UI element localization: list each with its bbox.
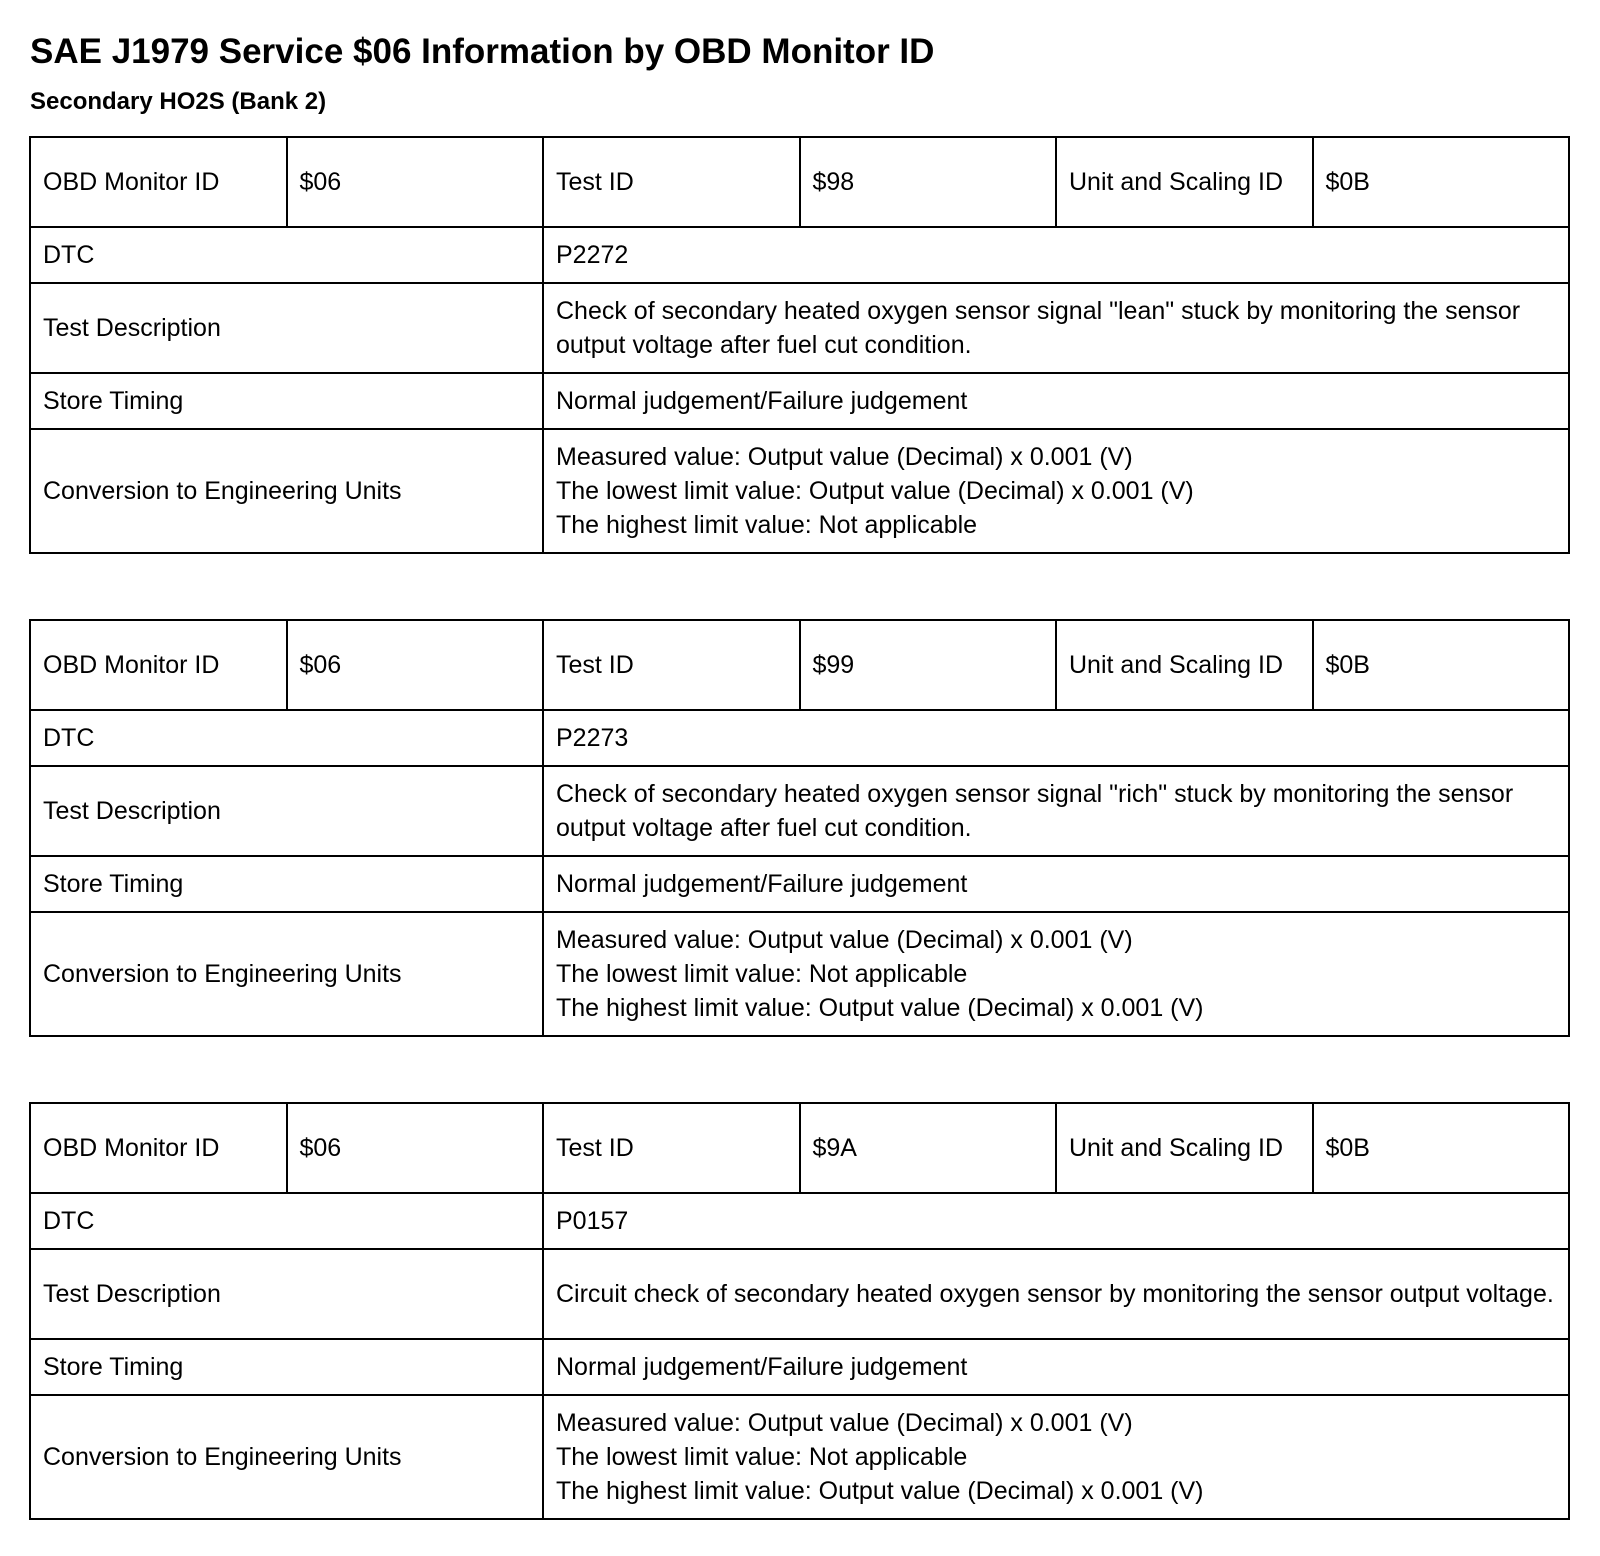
test-description-row [30, 283, 1569, 373]
test-description-value: Circuit check of secondary heated oxygen sensor by monitoring the sensor output voltage. [543, 1249, 1569, 1339]
dtc-row [30, 1193, 1569, 1249]
store-timing-label: Store Timing [30, 373, 543, 429]
store-timing-value: Normal judgement/Failure judgement [543, 1339, 1569, 1395]
obd-monitor-id-value: $06 [287, 1103, 544, 1193]
test-description-label: Test Description [30, 283, 543, 373]
conversion-lowest-line: The lowest limit value: Not applicable [556, 960, 968, 988]
test-description-row [30, 766, 1569, 856]
dtc-label: DTC [30, 710, 543, 766]
store-timing-value: Normal judgement/Failure judgement [543, 373, 1569, 429]
unit-scaling-id-label: Unit and Scaling ID [1056, 1103, 1313, 1193]
conversion-measured-line: Measured value: Output value (Decimal) x 0.001 (V) [556, 443, 1133, 471]
dtc-value: P2272 [543, 227, 1569, 283]
test-id-value: $9A [800, 1103, 1057, 1193]
unit-scaling-id-label: Unit and Scaling ID [1056, 620, 1313, 710]
dtc-label: DTC [30, 227, 543, 283]
unit-scaling-id-value: $0B [1313, 137, 1570, 227]
test-id-value: $99 [800, 620, 1057, 710]
dtc-value: P2273 [543, 710, 1569, 766]
obd-monitor-id-label: OBD Monitor ID [30, 137, 287, 227]
store-timing-row [30, 373, 1569, 429]
conversion-lowest-line: The lowest limit value: Output value (Decimal) x 0.001 (V) [556, 477, 1194, 505]
dtc-row [30, 227, 1569, 283]
dtc-row [30, 710, 1569, 766]
store-timing-label: Store Timing [30, 1339, 543, 1395]
document-subtitle: Secondary HO2S (Bank 2) [30, 88, 327, 115]
conversion-row [30, 429, 1569, 553]
test-description-value: Check of secondary heated oxygen sensor signal "rich" stuck by monitoring the sensor output voltage after fuel cut condition. [543, 766, 1569, 856]
table-header-row [30, 137, 1569, 227]
conversion-row [30, 912, 1569, 1036]
obd-monitor-id-value: $06 [287, 137, 544, 227]
conversion-label: Conversion to Engineering Units [30, 912, 543, 1036]
test-description-label: Test Description [30, 766, 543, 856]
obd-monitor-id-label: OBD Monitor ID [30, 1103, 287, 1193]
conversion-lowest-line: The lowest limit value: Not applicable [556, 1443, 968, 1471]
conversion-row [30, 1395, 1569, 1519]
conversion-value [543, 912, 1569, 1036]
unit-scaling-id-value: $0B [1313, 1103, 1570, 1193]
table-header-row [30, 1103, 1569, 1193]
service06-table-3 [29, 1102, 1570, 1520]
unit-scaling-id-label: Unit and Scaling ID [1056, 137, 1313, 227]
dtc-value: P0157 [543, 1193, 1569, 1249]
service06-table-2 [29, 619, 1570, 1037]
conversion-value [543, 429, 1569, 553]
conversion-measured-line: Measured value: Output value (Decimal) x 0.001 (V) [556, 1409, 1133, 1437]
test-id-label: Test ID [543, 620, 800, 710]
store-timing-row [30, 856, 1569, 912]
conversion-label: Conversion to Engineering Units [30, 1395, 543, 1519]
test-id-label: Test ID [543, 1103, 800, 1193]
store-timing-value: Normal judgement/Failure judgement [543, 856, 1569, 912]
dtc-label: DTC [30, 1193, 543, 1249]
unit-scaling-id-value: $0B [1313, 620, 1570, 710]
table-header-row [30, 620, 1569, 710]
conversion-highest-line: The highest limit value: Output value (Decimal) x 0.001 (V) [556, 1477, 1204, 1505]
test-description-value: Check of secondary heated oxygen sensor signal "lean" stuck by monitoring the sensor output voltage after fuel cut condition. [543, 283, 1569, 373]
document-title: SAE J1979 Service $06 Information by OBD Monitor ID [30, 32, 935, 71]
service06-table-1 [29, 136, 1570, 554]
obd-monitor-id-value: $06 [287, 620, 544, 710]
test-id-label: Test ID [543, 137, 800, 227]
obd-monitor-id-label: OBD Monitor ID [30, 620, 287, 710]
conversion-label: Conversion to Engineering Units [30, 429, 543, 553]
store-timing-label: Store Timing [30, 856, 543, 912]
test-id-value: $98 [800, 137, 1057, 227]
store-timing-row [30, 1339, 1569, 1395]
conversion-highest-line: The highest limit value: Not applicable [556, 511, 978, 539]
conversion-measured-line: Measured value: Output value (Decimal) x 0.001 (V) [556, 926, 1133, 954]
test-description-row [30, 1249, 1569, 1339]
conversion-highest-line: The highest limit value: Output value (Decimal) x 0.001 (V) [556, 994, 1204, 1022]
conversion-value [543, 1395, 1569, 1519]
test-description-label: Test Description [30, 1249, 543, 1339]
